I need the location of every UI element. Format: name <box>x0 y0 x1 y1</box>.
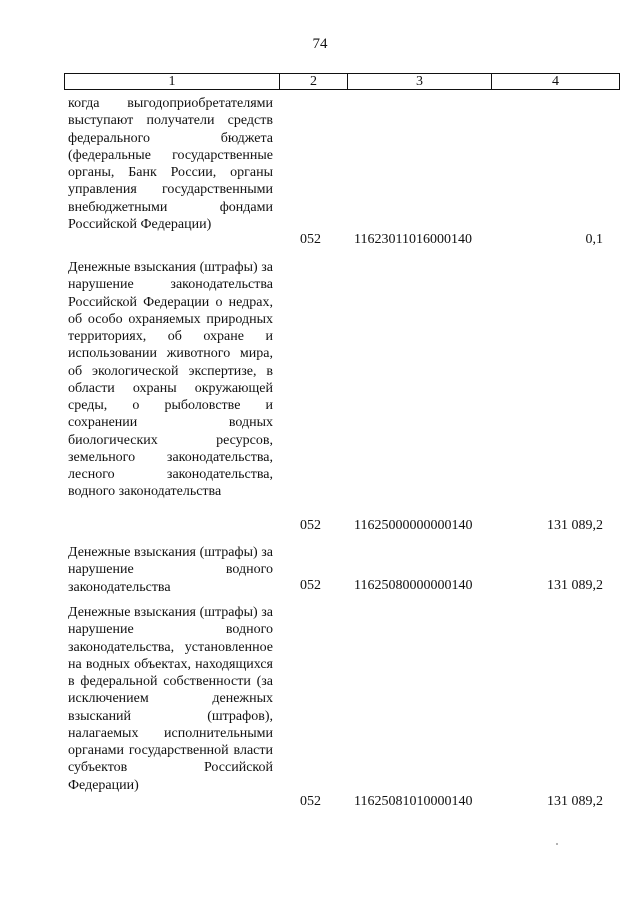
page-number: 74 <box>312 36 328 52</box>
row-kbk: 11625081010000140 <box>354 794 473 809</box>
row-kbk: 11625000000000140 <box>354 518 473 533</box>
row-description: когда выгодоприобретателями выступают получатели средств федерального бюджета (федеральные государственные органы, Банк России, органы управления государственными внебюджетными фондами Российской Федерации) <box>68 96 273 232</box>
header-col-1: 1 <box>168 74 176 89</box>
row-code: 052 <box>300 232 321 247</box>
row-kbk: 11625080000000140 <box>354 578 473 593</box>
row-description: Денежные взыскания (штрафы) за нарушение законодательства Российской Федерации о недрах, об особо охраняемых природных территориях, об охране и использовании животного мира, об экологической экспертизе, в области охраны окружающей среды, о рыболовстве и сохранении водных биологических ресурсов, земельного законодательства, лесного законодательства, водного законодательства <box>68 260 273 500</box>
row-amount: 131 089,2 <box>547 578 603 593</box>
row-code: 052 <box>300 578 321 593</box>
row-amount: 0,1 <box>585 232 603 247</box>
row-amount: 131 089,2 <box>547 518 603 533</box>
row-amount: 131 089,2 <box>547 794 603 809</box>
row-description: Денежные взыскания (штрафы) за нарушение водного законодательства, установленное на водных объектах, находящихся в федеральной собственности (за исключением денежных взысканий (штрафов), налагаемых исполнительными органами государственной власти субъектов Российской Федерации) <box>68 605 273 793</box>
header-col-3: 3 <box>347 74 491 89</box>
table-header <box>64 73 620 90</box>
header-col-2: 2 <box>279 74 347 89</box>
row-kbk: 11623011016000140 <box>354 232 472 247</box>
row-code: 052 <box>300 518 321 533</box>
row-code: 052 <box>300 794 321 809</box>
row-description: Денежные взыскания (штрафы) за нарушение водного законодательства <box>68 545 273 595</box>
header-col-4: 4 <box>491 74 619 89</box>
scan-speck <box>556 843 558 845</box>
